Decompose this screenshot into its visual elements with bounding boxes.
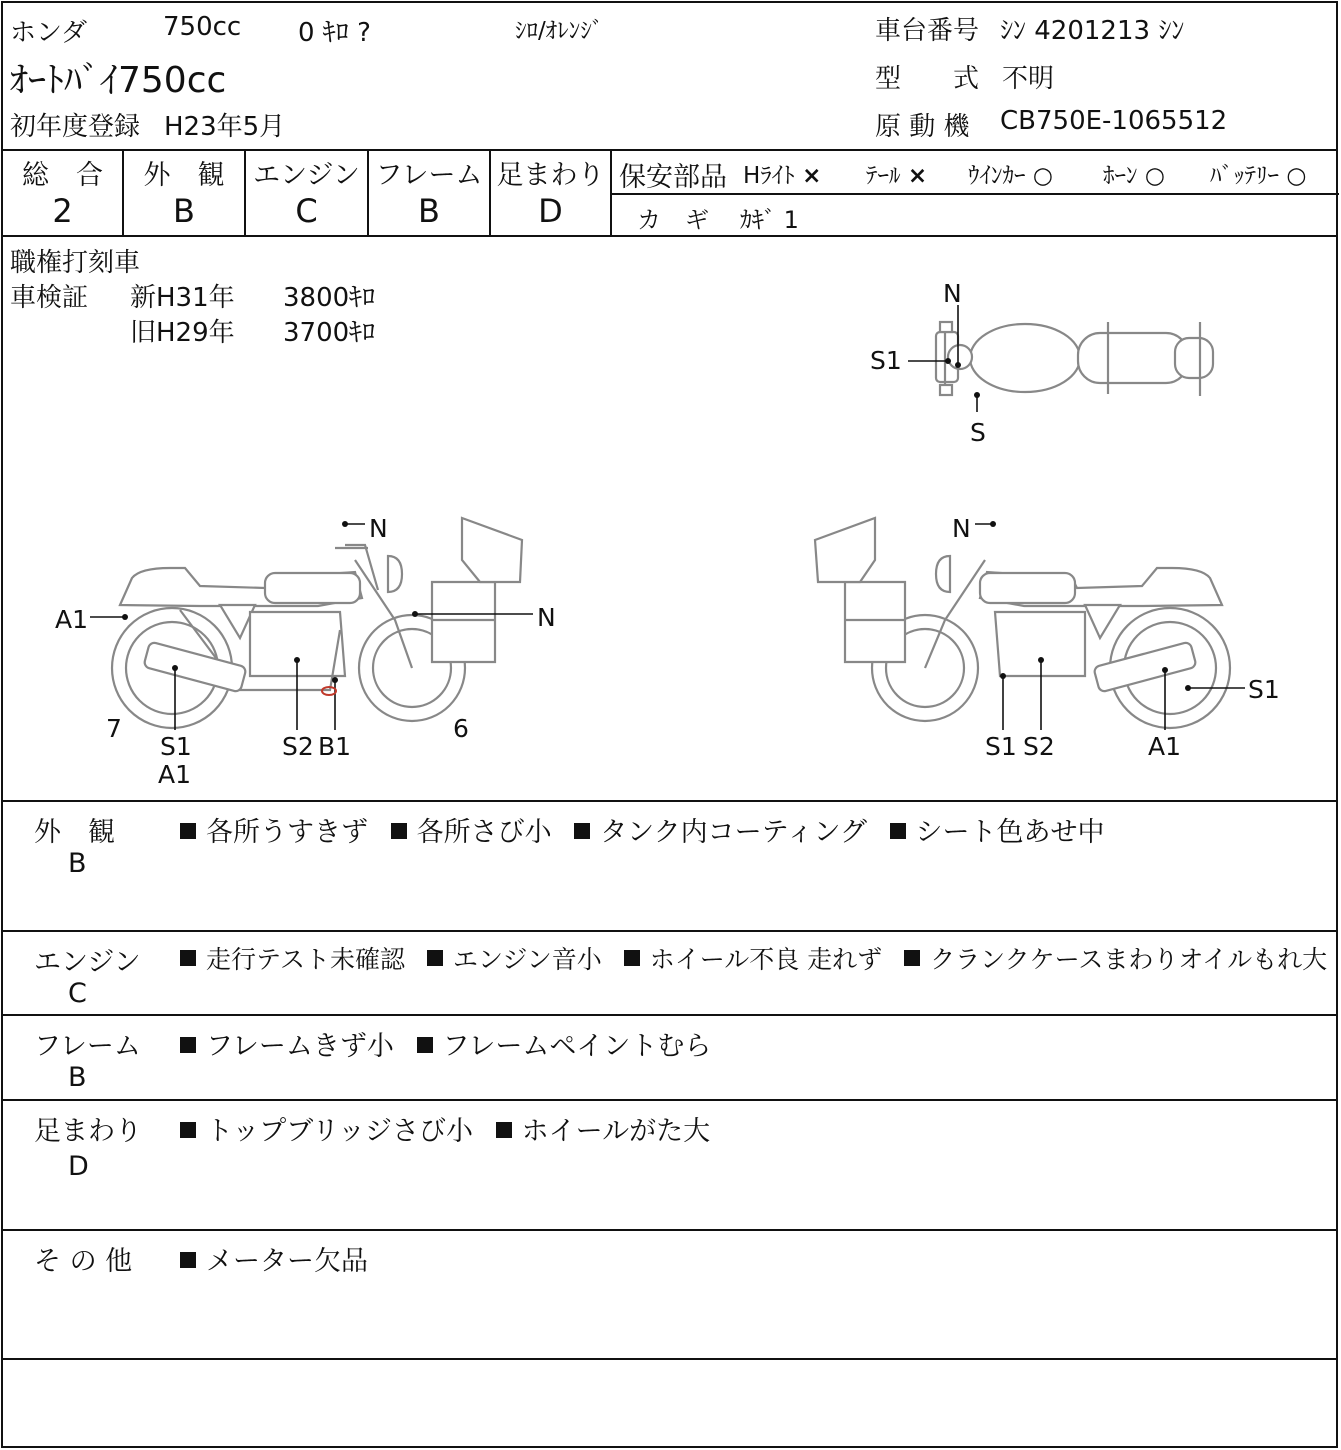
frame-no-label: 車台番号 <box>875 16 980 46</box>
inspection-new-label: 新H31年 <box>130 283 235 313</box>
diag-right-n: N <box>952 514 971 543</box>
safety-item-winker: ｳｲﾝｶｰ ○ <box>968 163 1053 189</box>
diag-left-a1: A1 <box>55 605 89 634</box>
safety-item-headlight: Hﾗｲﾄ × <box>743 163 822 189</box>
diag-top-n: N <box>943 279 962 308</box>
grade-exterior-value: B <box>173 192 195 230</box>
inspection-old-label: 旧H29年 <box>130 318 235 348</box>
diag-left-s2: S2 <box>282 732 314 761</box>
diag-top-s1: S1 <box>870 346 902 375</box>
color: ｼﾛ/ｵﾚﾝｼﾞ <box>515 18 604 44</box>
grade-total-label: 総 合 <box>22 160 103 191</box>
diag-left-6: 6 <box>453 714 469 743</box>
diag-left-n-top: N <box>369 514 388 543</box>
grade-suspension-value: D <box>538 192 563 230</box>
section-grade: B <box>68 848 87 879</box>
diag-right-s1-right: S1 <box>1248 675 1280 704</box>
section-grade: D <box>68 1151 89 1182</box>
grade-total-value: 2 <box>52 192 73 230</box>
bike-right-view-icon <box>815 518 1230 728</box>
key-value: ｶｷﾞ 1 <box>740 206 799 234</box>
safety-item-horn: ﾎｰﾝ ○ <box>1103 163 1165 189</box>
diag-left-s1: S1 <box>160 732 192 761</box>
inspection-new-value: 3800ｷﾛ <box>283 283 376 313</box>
first-registration-label: 初年度登録 <box>10 112 141 142</box>
model-name: ｵｰﾄﾊﾞｲ750cc <box>10 60 227 101</box>
inspection-old-value: 3700ｷﾛ <box>283 318 376 348</box>
diag-left-b1: B1 <box>318 732 352 761</box>
section-items: 各所うすきず 各所さび小 タンク内コーティング シート色あせ中 <box>180 810 1119 849</box>
diag-left-a1-bottom: A1 <box>158 760 192 789</box>
grade-engine-value: C <box>295 192 318 230</box>
type-value: 不明 <box>1002 64 1055 94</box>
engine-value: CB750E-1065512 <box>1000 106 1228 136</box>
key-label: カ ギ <box>637 206 709 234</box>
diag-right-s2: S2 <box>1023 732 1055 761</box>
type-label: 型 式 <box>875 64 980 94</box>
section-title: そ の 他 <box>34 1246 133 1277</box>
grade-frame-value: B <box>418 192 440 230</box>
grade-exterior-label: 外 観 <box>143 160 225 191</box>
displacement: 750cc <box>163 12 242 42</box>
section-items: 走行テスト未確認 エンジン音小 ホイール不良 走れず クランクケースまわりオイルもれ大 <box>180 940 1341 976</box>
frame-no-value: ｼﾝ 4201213 ｼﾝ <box>1000 16 1185 46</box>
mileage: 0 ｷﾛ ? <box>298 18 371 48</box>
section-items: トップブリッジさび小 ホイールがた大 <box>180 1109 724 1148</box>
grade-engine-label: エンジン <box>253 160 360 191</box>
section-grade: B <box>68 1062 87 1093</box>
bike-left-view-icon <box>112 518 522 728</box>
engine-label: 原 動 機 <box>875 112 970 142</box>
section-items: フレームきず小 フレームペイントむら <box>180 1024 725 1063</box>
section-title: フレーム <box>34 1031 141 1062</box>
grade-frame-label: フレーム <box>375 160 483 191</box>
diag-right-s1: S1 <box>985 732 1017 761</box>
safety-item-tail: ﾃｰﾙ × <box>866 163 928 189</box>
note-stamped: 職権打刻車 <box>10 248 141 278</box>
section-items: メーター欠品 <box>180 1239 382 1278</box>
section-title: 外 観 <box>34 817 115 848</box>
section-grade: C <box>68 978 87 1009</box>
diag-left-7: 7 <box>106 714 122 743</box>
inspection-label: 車検証 <box>10 283 89 313</box>
diag-top-s: S <box>970 418 986 447</box>
damage-diagram <box>0 240 1341 800</box>
diag-right-a1: A1 <box>1148 732 1182 761</box>
section-title: エンジン <box>34 947 141 978</box>
first-registration-value: H23年5月 <box>164 112 286 142</box>
safety-item-battery: ﾊﾞｯﾃﾘｰ ○ <box>1210 163 1307 189</box>
section-title: 足まわり <box>34 1116 142 1147</box>
safety-parts-label: 保安部品 <box>619 162 727 193</box>
maker: ホンダ <box>10 18 87 48</box>
bike-top-view-icon <box>936 322 1213 396</box>
grade-suspension-label: 足まわり <box>496 160 605 191</box>
diag-left-n-right: N <box>537 603 556 632</box>
